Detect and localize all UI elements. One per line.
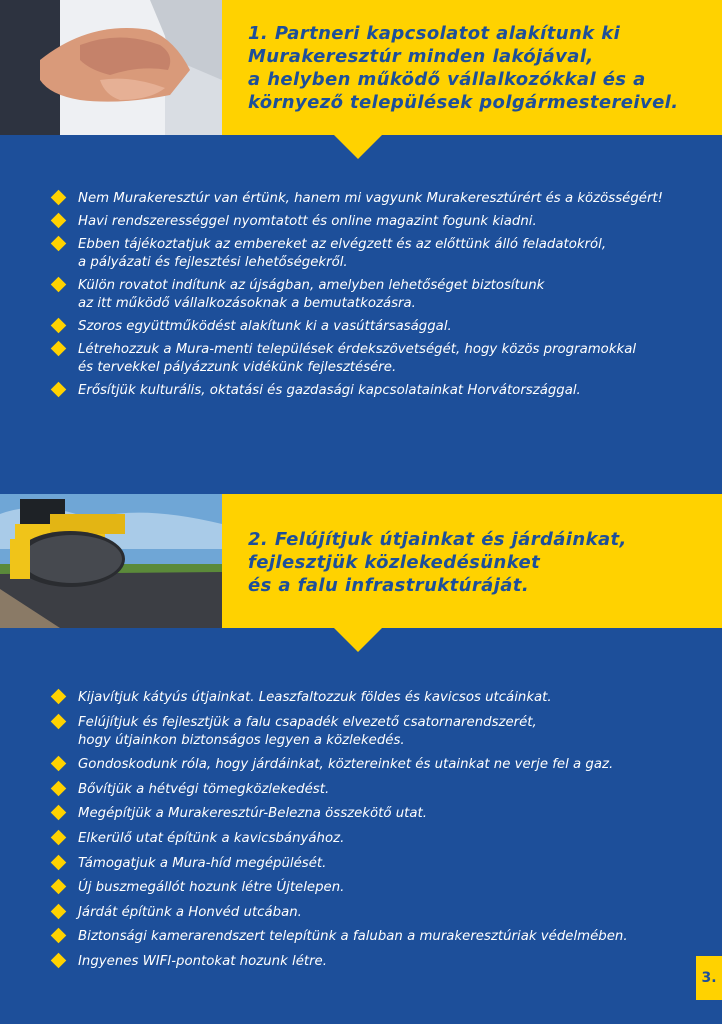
section1-bullet-list xyxy=(0,190,722,405)
list-item: Biztonsági kamerarendszert telepítünk a faluban a murakeresztúriak védelmében. xyxy=(0,928,722,946)
list-item: Elkerülő utat építünk a kavicsbányához. xyxy=(0,830,722,848)
list-item: Megépítjük a Murakeresztúr-Belezna összekötő utat. xyxy=(0,805,722,823)
diamond-bullet-icon xyxy=(51,341,67,357)
road-roller-photo xyxy=(0,494,222,628)
diamond-bullet-icon xyxy=(51,382,67,398)
page-number: 3. xyxy=(696,956,722,1000)
diamond-bullet-icon xyxy=(51,689,67,705)
list-item: Gondoskodunk róla, hogy járdáinkat, köztereinket és utainkat ne verje fel a gaz. xyxy=(0,756,722,774)
section1-banner xyxy=(0,0,722,135)
diamond-bullet-icon xyxy=(51,277,67,293)
diamond-bullet-icon xyxy=(51,830,67,846)
diamond-bullet-icon xyxy=(51,854,67,870)
list-item: Kijavítjuk kátyús útjainkat. Leaszfaltozzuk földes és kavicsos utcáinkat. xyxy=(0,689,722,707)
diamond-bullet-icon xyxy=(51,928,67,944)
list-item: Erősítjük kulturális, oktatási és gazdasági kapcsolatainkat Horvátországgal. xyxy=(0,382,722,400)
diamond-bullet-icon xyxy=(51,903,67,919)
diamond-bullet-icon xyxy=(51,236,67,252)
section1-pointer xyxy=(334,135,382,159)
diamond-bullet-icon xyxy=(51,879,67,895)
list-item: Felújítjuk és fejlesztjük a falu csapadék elvezető csatornarendszerét, hogy útjainkon biztonságos legyen a közlekedés. xyxy=(0,714,722,750)
handshake-photo xyxy=(0,0,222,135)
section2-pointer xyxy=(334,628,382,652)
diamond-bullet-icon xyxy=(51,756,67,772)
section1-title: 1. Partneri kapcsolatot alakítunk ki Murakeresztúr minden lakójával, a helyben működő vállalkozókkal és a környező települések polgármestereivel. xyxy=(248,23,679,113)
diamond-bullet-icon xyxy=(51,318,67,334)
diamond-bullet-icon xyxy=(51,190,67,206)
list-item: Havi rendszerességgel nyomtatott és online magazint fogunk kiadni. xyxy=(0,213,722,231)
section2-bullet-list xyxy=(0,689,722,978)
diamond-bullet-icon xyxy=(51,781,67,797)
diamond-bullet-icon xyxy=(51,953,67,969)
list-item: Járdát építünk a Honvéd utcában. xyxy=(0,904,722,922)
diamond-bullet-icon xyxy=(51,713,67,729)
list-item: Új buszmegállót hozunk létre Újtelepen. xyxy=(0,879,722,897)
section2-title: 2. Felújítjuk útjainkat és járdáinkat, fejlesztjük közlekedésünket és a falu infrastruktúráját. xyxy=(248,529,627,596)
list-item: Ebben tájékoztatjuk az embereket az elvégzett és az előttünk álló feladatokról, a pályázati és fejlesztési lehetőségekről. xyxy=(0,236,722,272)
diamond-bullet-icon xyxy=(51,805,67,821)
list-item: Létrehozzuk a Mura-menti települések érdekszövetségét, hogy közös programokkal és tervekkel pályázzunk vidékünk fejlesztésére. xyxy=(0,341,722,377)
list-item: Támogatjuk a Mura-híd megépülését. xyxy=(0,855,722,873)
diamond-bullet-icon xyxy=(51,213,67,229)
list-item: Bővítjük a hétvégi tömegközlekedést. xyxy=(0,781,722,799)
list-item: Szoros együttműködést alakítunk ki a vasúttársasággal. xyxy=(0,318,722,336)
section2-banner xyxy=(0,494,722,628)
list-item: Ingyenes WIFI-pontokat hozunk létre. xyxy=(0,953,722,971)
list-item: Külön rovatot indítunk az újságban, amelyben lehetőséget biztosítunk az itt működő vállalkozásoknak a bemutatkozásra. xyxy=(0,277,722,313)
list-item: Nem Murakeresztúr van értünk, hanem mi vagyunk Murakeresztúrért és a közösségért! xyxy=(0,190,722,208)
